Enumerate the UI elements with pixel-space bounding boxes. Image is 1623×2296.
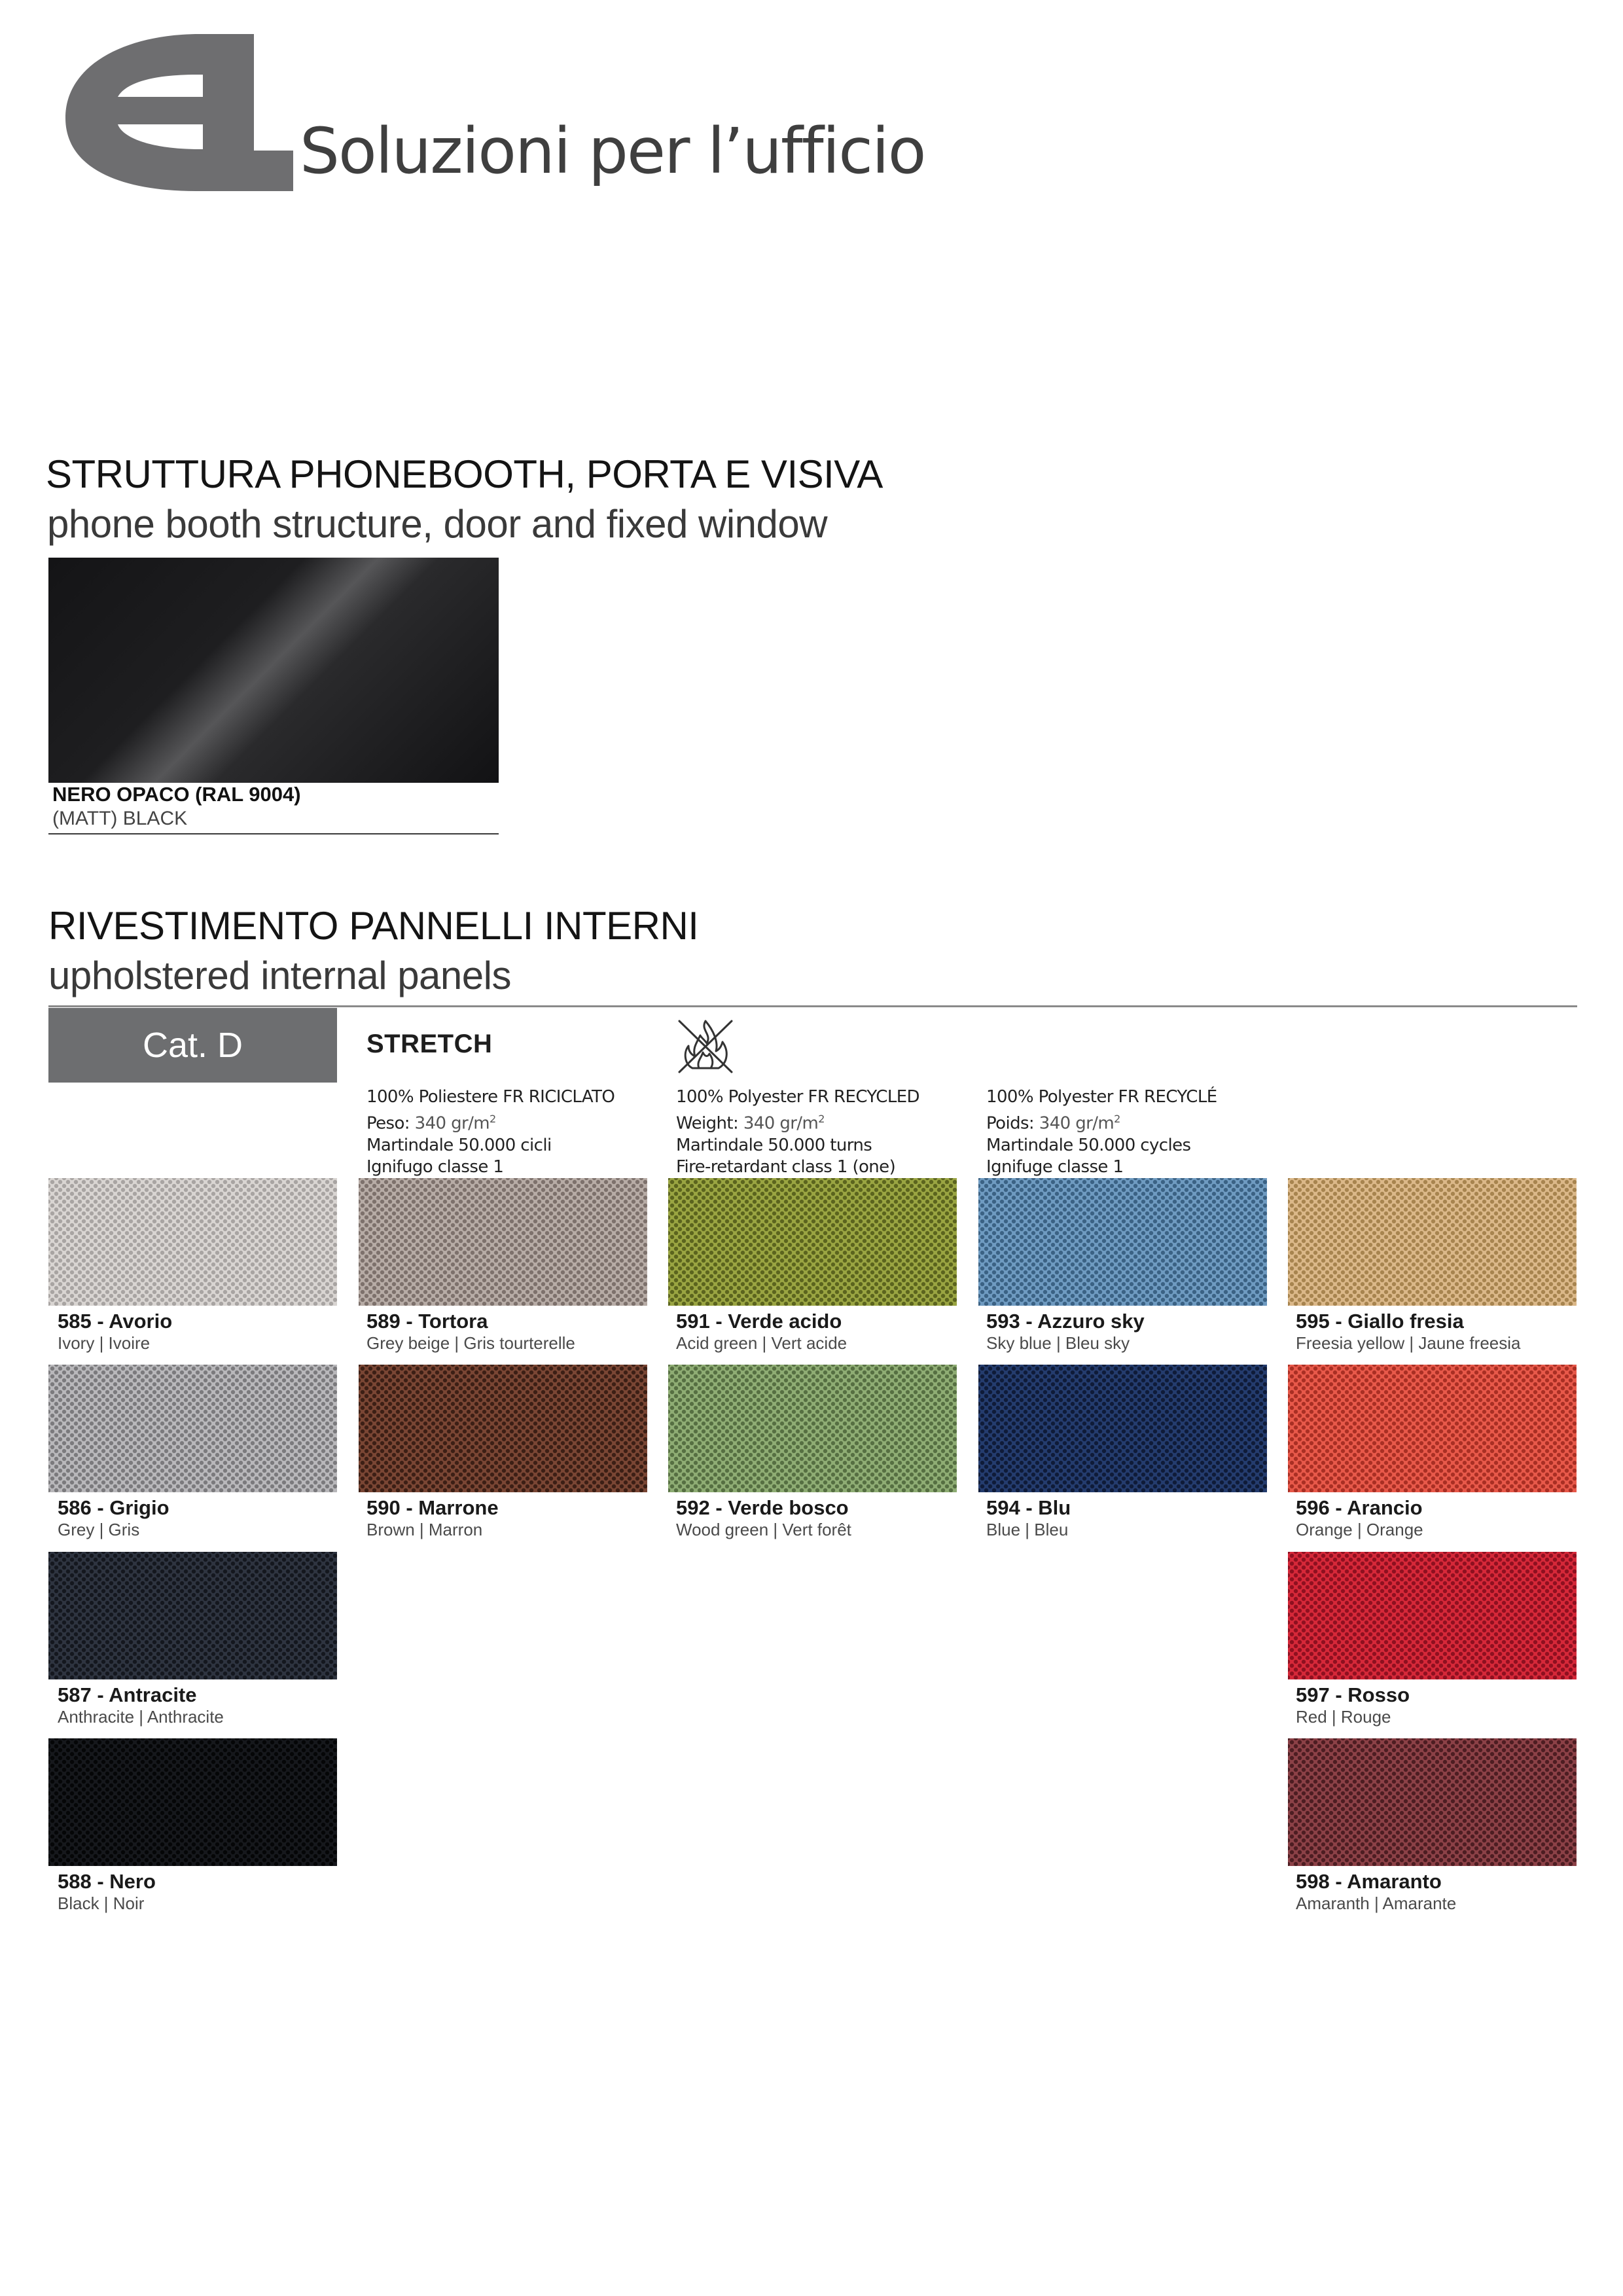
spec-fire: Ignifuge classe 1 [986,1157,1124,1177]
fabric-swatch [48,1552,337,1679]
finish-swatch-black [48,558,499,783]
fabric-swatch [1288,1738,1577,1866]
swatch-item [1288,1552,1577,1727]
structure-subtitle: phone booth structure, door and fixed window [47,502,828,546]
spec-weight-value: 340 gr/m [1039,1113,1115,1134]
swatch-subtitle: Amaranth | Amarante [1296,1893,1457,1913]
swatch-item [978,1365,1267,1540]
swatch-subtitle: Blue | Bleu [986,1520,1069,1539]
swatch-name: 585 - Avorio [58,1310,173,1333]
section-divider [48,1005,1577,1007]
panels-title: RIVESTIMENTO PANNELLI INTERNI [48,904,699,948]
spec-weight-label: Weight: [676,1113,739,1134]
spec-weight [986,1108,1217,1135]
swatch-item [1288,1365,1577,1540]
swatch-name: 598 - Amaranto [1296,1870,1442,1893]
spec-weight-value: 340 gr/m [414,1113,490,1134]
category-badge [48,1008,337,1083]
swatch-item [668,1178,957,1354]
spec-composition: 100% Poliestere FR RICICLATO [366,1087,615,1107]
swatch-name: 587 - Antracite [58,1683,197,1706]
swatch-item [978,1178,1267,1354]
swatch-item [359,1178,647,1354]
swatch-subtitle: Grey beige | Gris tourterelle [366,1333,575,1353]
spec-weight-sup: 2 [490,1113,496,1125]
spec-block-it [366,1086,615,1178]
swatch-name: 586 - Grigio [58,1496,169,1519]
finish-underline [48,833,499,834]
finish-subtitle: (MATT) BLACK [52,808,188,829]
fabric-name: STRETCH [366,1030,493,1058]
fabric-swatch [48,1178,337,1306]
spec-composition: 100% Polyester FR RECYCLÉ [986,1087,1217,1107]
fabric-swatch [668,1178,957,1306]
no-fire-icon [673,1016,738,1076]
fabric-swatch [668,1365,957,1492]
swatch-name: 594 - Blu [986,1496,1071,1519]
swatch-item [1288,1178,1577,1354]
fabric-swatch [48,1738,337,1866]
fabric-swatch [1288,1552,1577,1679]
fabric-swatch [978,1178,1267,1306]
fabric-swatch [359,1365,647,1492]
swatch-subtitle: Red | Rouge [1296,1707,1391,1727]
panels-subtitle: upholstered internal panels [48,954,511,997]
swatch-name: 592 - Verde bosco [676,1496,849,1519]
swatch-name: 590 - Marrone [366,1496,499,1519]
spec-fire: Ignifugo classe 1 [366,1157,504,1177]
swatch-subtitle: Ivory | Ivoire [58,1333,151,1353]
spec-composition: 100% Polyester FR RECYCLED [676,1087,919,1107]
spec-weight [366,1108,615,1135]
spec-weight-label: Peso: [366,1113,410,1134]
swatch-subtitle: Black | Noir [58,1893,145,1913]
swatch-name: 593 - Azzuro sky [986,1310,1145,1333]
swatch-subtitle: Orange | Orange [1296,1520,1423,1539]
swatch-subtitle: Wood green | Vert forêt [676,1520,851,1539]
swatch-name: 596 - Arancio [1296,1496,1423,1519]
swatch-name: 595 - Giallo fresia [1296,1310,1464,1333]
swatch-subtitle: Brown | Marron [366,1520,483,1539]
swatch-item [359,1365,647,1540]
fabric-swatch [1288,1178,1577,1306]
fabric-swatch [48,1365,337,1492]
swatch-item [48,1552,337,1727]
spec-martindale: Martindale 50.000 turns [676,1135,872,1155]
swatch-subtitle: Acid green | Vert acide [676,1333,847,1353]
fabric-swatch [1288,1365,1577,1492]
spec-martindale: Martindale 50.000 cycles [986,1135,1191,1155]
swatch-subtitle: Freesia yellow | Jaune freesia [1296,1333,1521,1353]
finish-name: NERO OPACO (RAL 9004) [52,783,301,806]
swatch-subtitle: Sky blue | Bleu sky [986,1333,1130,1353]
spec-block-fr [986,1086,1217,1178]
swatch-name: 589 - Tortora [366,1310,488,1333]
spec-weight-sup: 2 [1114,1113,1120,1125]
spec-weight-label: Poids: [986,1113,1035,1134]
spec-weight-sup: 2 [818,1113,825,1125]
fabric-swatch [359,1178,647,1306]
swatch-name: 597 - Rosso [1296,1683,1410,1706]
spec-block-en [676,1086,919,1178]
spec-martindale: Martindale 50.000 cicli [366,1135,552,1155]
logo-letter-l [203,34,293,191]
swatch-item [48,1738,337,1914]
swatch-item [48,1365,337,1540]
swatch-item [48,1178,337,1354]
fabric-swatch [978,1365,1267,1492]
structure-title: STRUTTURA PHONEBOOTH, PORTA E VISIVA [46,452,883,496]
swatch-subtitle: Grey | Gris [58,1520,140,1539]
swatch-name: 591 - Verde acido [676,1310,842,1333]
swatch-item [668,1365,957,1540]
category-label: Cat. D [142,1026,243,1065]
spec-fire: Fire-retardant class 1 (one) [676,1157,896,1177]
spec-weight [676,1108,919,1135]
swatch-subtitle: Anthracite | Anthracite [58,1707,224,1727]
brand-tagline: Soluzioni per l’ufficio [300,115,925,188]
spec-weight-value: 340 gr/m [743,1113,819,1134]
swatch-item [1288,1738,1577,1914]
swatch-name: 588 - Nero [58,1870,156,1893]
